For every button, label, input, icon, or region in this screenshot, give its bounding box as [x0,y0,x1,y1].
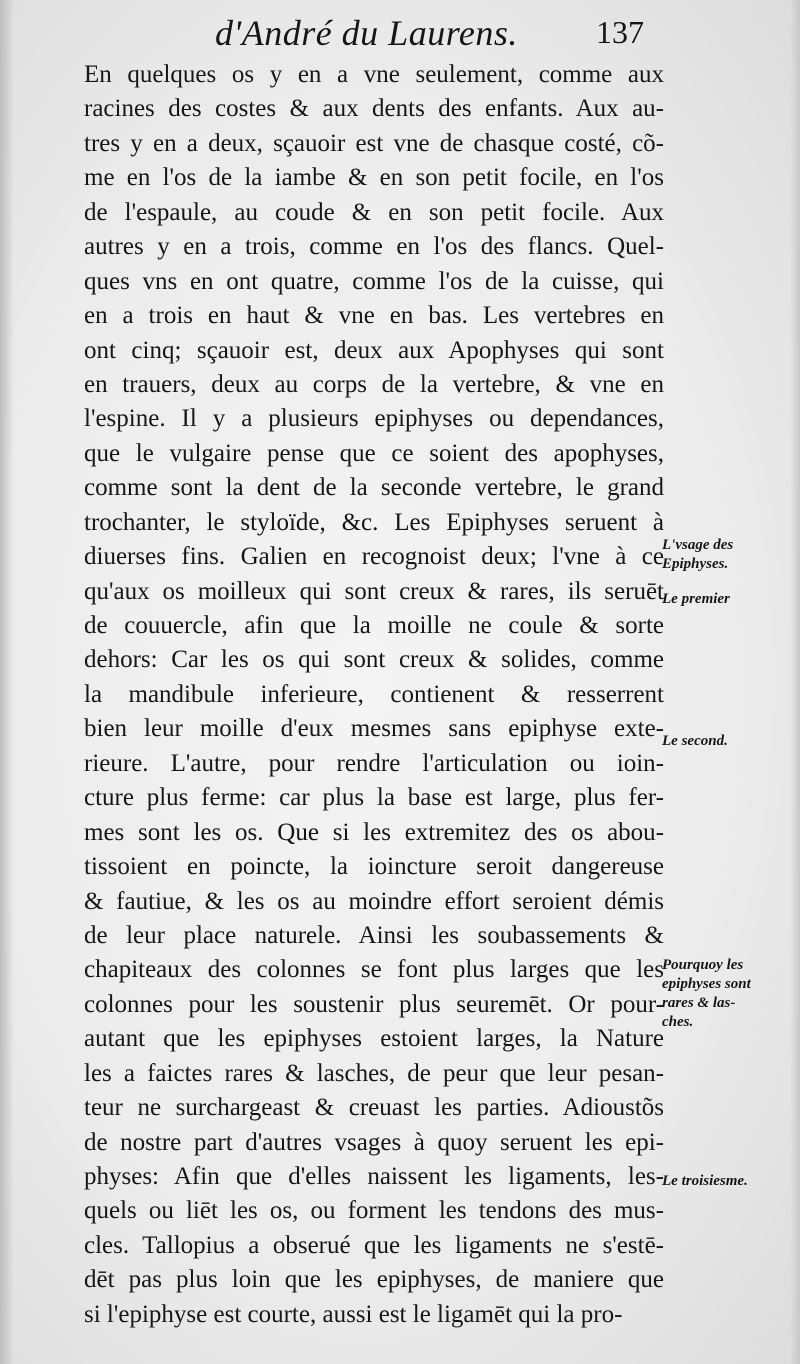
margin-note-premier: Le premier [662,591,730,607]
text-line: en trauers, deux au corps de la vertebre, & vne en [84,370,664,398]
text-line: de l'espaule, au coude & en son petit focile. Aux [84,198,664,226]
text-line: trochanter, le styloïde, &c. Les Epiphyses seruent à [84,508,664,536]
text-line: ques vns en ont quatre, comme l'os de la cuisse, qui [84,267,664,295]
text-line: la mandibule inferieure, contienent & resserrent [84,680,664,708]
text-line: cles. Tallopius a obserué que les ligaments ne s'estē- [84,1231,664,1259]
text-line: si l'epiphyse est courte, aussi est le ligamēt qui la pro- [84,1300,623,1328]
text-line: de leur place naturele. Ainsi les soubassements & [84,921,664,949]
text-line: diuerses fins. Galien en recognoist deux; l'vne à ce [84,543,664,571]
text-line: dēt pas plus loin que les epiphyses, de maniere que [84,1266,664,1294]
text-line: ont cinq; sçauoir est, deux aux Apophyses qui sont [84,336,664,364]
text-line: bien leur moille d'eux mesmes sans epiphyse exte- [84,715,664,743]
margin-note-second: Le second. [662,733,728,749]
margin-note-pourquoy: Pourquoy les epiphyses sont rares & las- ches. [662,957,751,1030]
page-gutter-shadow [0,0,14,1364]
text-line: de nostre part d'autres vsages à quoy seruent les epi- [84,1128,664,1156]
text-line: tissoient en poincte, la ioincture seroit dangereuse [84,853,664,881]
text-line: & fautiue, & les os au moindre effort seroient démis [84,887,664,915]
text-line: autant que les epiphyses estoient larges, la Nature [84,1025,664,1053]
text-line: de couuercle, afin que la moille ne coule & sorte [84,612,664,639]
text-line: l'espine. Il y a plusieurs epiphyses ou dependances, [84,405,664,433]
text-line: teur ne surchargeast & creuast les parties. Adioustõs [84,1094,664,1122]
text-line: autres y en a trois, comme en l'os des flancs. Quel- [84,233,664,261]
text-line: mes sont les os. Que si les extremitez des os abou- [84,818,664,846]
page-number: 137 [596,14,644,50]
text-line: comme sont la dent de la seconde vertebre, le grand [84,474,664,502]
text-line: colonnes pour les soustenir plus seuremēt. Or pour- [84,990,664,1018]
text-line: les a faictes rares & lasches, de peur que leur pesan- [84,1059,664,1087]
text-line: rieure. L'autre, pour rendre l'articulation ou ioin- [84,749,664,777]
text-line: tres y en a deux, sçauoir est vne de chasque costé, cõ- [84,129,664,157]
main-text-block [84,58,664,1332]
page-edge-shadow [790,0,800,1364]
text-line: en a trois en haut & vne en bas. Les vertebres en [84,302,664,330]
text-line: que le vulgaire pense que ce soient des apophyses, [84,439,664,467]
text-line: En quelques os y en a vne seulement, comme aux [84,61,664,88]
text-line: racines des costes & aux dents des enfants. Aux au- [84,95,664,123]
margin-note-troisiesme: Le troisiesme. [662,1173,748,1189]
text-line: physes: Afin que d'elles naissent les ligaments, les- [84,1163,664,1190]
text-line: quels ou liēt les os, ou forment les tendons des mus- [84,1197,664,1225]
running-head: d'André du Laurens. [215,13,518,53]
text-line: chapiteaux des colonnes se font plus larges que les [84,956,664,984]
text-line: dehors: Car les os qui sont creux & solides, comme [84,646,664,674]
text-line: qu'aux os moilleux qui sont creux & rares, ils seruēt [84,577,664,605]
margin-note-usage: L'vsage des Epiphyses. [662,537,734,572]
text-line: me en l'os de la iambe & en son petit focile, en l'os [84,164,664,192]
text-line: cture plus ferme: car plus la base est large, plus fer- [84,784,664,812]
